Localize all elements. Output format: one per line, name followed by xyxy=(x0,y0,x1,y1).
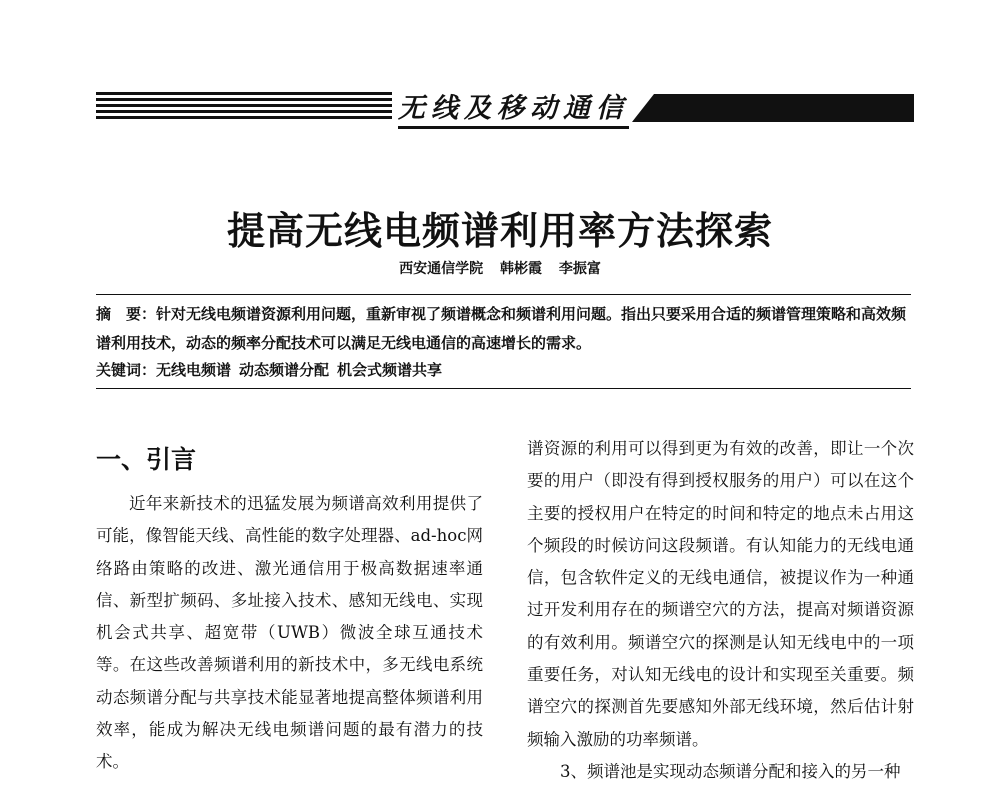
body-right-column xyxy=(527,433,914,788)
abstract xyxy=(96,300,911,358)
abstract-bottom-rule xyxy=(96,388,911,389)
abstract-label: 摘 要： xyxy=(96,305,157,323)
keyword: 机会式频谱共享 xyxy=(337,361,443,379)
section-heading: 一、引言 xyxy=(96,445,197,474)
author-affiliation: 西安通信学院 xyxy=(399,261,484,277)
abstract-top-rule xyxy=(96,294,911,295)
section-label: 无线及移动通信 xyxy=(398,92,629,129)
keyword: 无线电频谱 xyxy=(156,361,232,379)
author-line xyxy=(0,258,1000,278)
author-name: 李振富 xyxy=(558,261,601,277)
keywords-label: 关键词： xyxy=(96,361,157,379)
author-name: 韩彬霞 xyxy=(500,261,542,277)
abstract-text: 针对无线电频谱资源利用问题，重新审视了频谱概念和频谱利用问题。指出只要采用合适的频谱管理策略和高效频谱利用技术，动态的频率分配技术可以满足无线电通信的高速增长的需求。 xyxy=(96,305,907,352)
body-right-item: 3、频谱池是实现动态频谱分配和接入的另一种 xyxy=(560,761,901,781)
article-title: 提高无线电频谱利用率方法探索 xyxy=(226,209,773,253)
keywords xyxy=(96,358,911,382)
header-rule-lines xyxy=(96,92,392,122)
body-left-paragraph: 近年来新技术的迅猛发展为频谱高效利用提供了可能，像智能天线、高性能的数字处理器、ad-hoc网络路由策略的改进、激光通信用于极高数据速率通信、新型扩频码、多址接入技术、感知无线电、实现机会式共享、超宽带（UWB）微波全球互通技术等。在这些改善频谱利用的新技术中，多无线电系统动态频谱分配与共享技术能显著地提高整体频谱利用效率，能成为解决无线电频谱问题的最有潜力的技术。 xyxy=(96,494,483,772)
body-right-paragraph: 谱资源的利用可以得到更为有效的改善，即让一个次要的用户（即没有得到授权服务的用户）可以在这个主要的授权用户在特定的时间和特定的地点未占用这个频段的时候访问这段频谱。有认知能力的无线电通信，包含软件定义的无线电通信，被提议作为一种通过开发利用存在的频谱空穴的方法，提高对频谱资源的有效利用。频谱空穴的探测是认知无线电中的一项重要任务，对认知无线电的设计和实现至关重要。频谱空穴的探测首先要感知外部无线环境，然后估计射频输入激励的功率频谱。 xyxy=(527,439,914,749)
header-wedge xyxy=(632,94,914,122)
keyword: 动态频谱分配 xyxy=(239,361,330,379)
